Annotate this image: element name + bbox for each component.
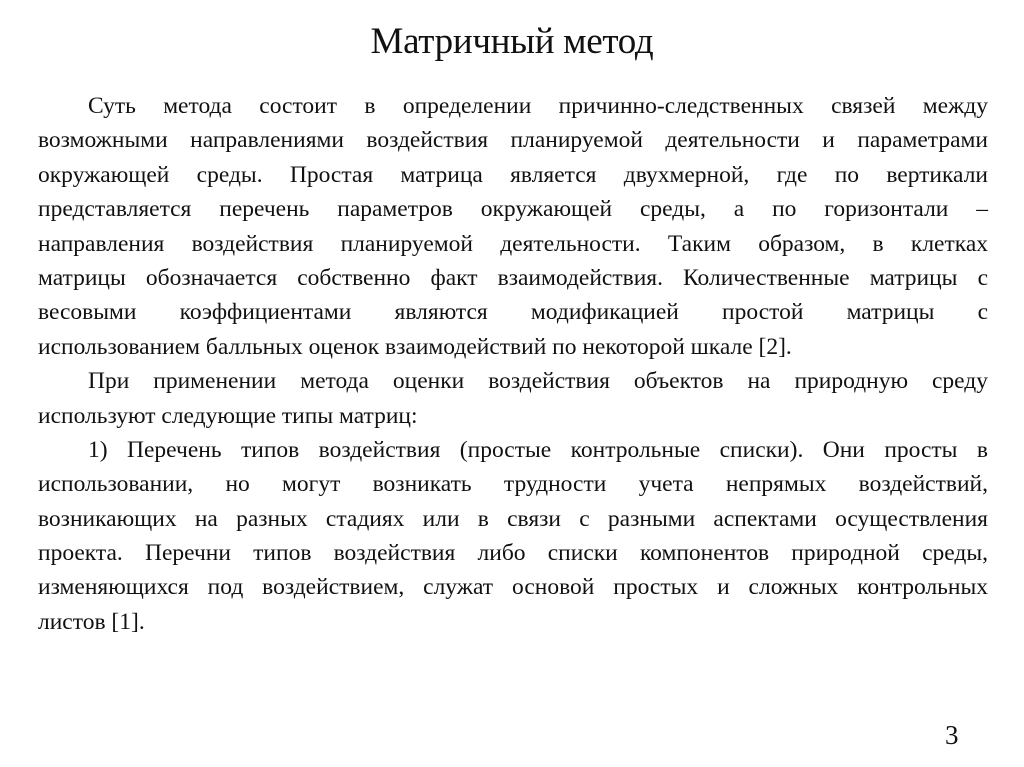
- text-line: проекта. Перечни типов воздействия либо списки компонентов природной среды,: [38, 540, 988, 567]
- text-line: направления воздействия планируемой деятельности. Таким образом, в клетках: [38, 230, 988, 257]
- paragraph-matrix-types-intro: [38, 364, 988, 433]
- text-line: возникающих на разных стадиях или в связи с разными аспектами осуществления: [38, 505, 988, 532]
- slide-title: Матричный метод: [370, 21, 654, 62]
- text-line: матрицы обозначается собственно факт взаимодействия. Количественные матрицы с: [38, 264, 988, 291]
- text-line: использовании, но могут возникать трудности учета непрямых воздействий,: [38, 471, 988, 498]
- page-number: 3: [945, 720, 959, 750]
- text-line: весовыми коэффициентами являются модификацией простой матрицы с: [38, 299, 988, 326]
- text-line: представляется перечень параметров окружающей среды, а по горизонтали –: [38, 196, 988, 223]
- text-line: изменяющихся под воздействием, служат основой простых и сложных контрольных: [38, 574, 988, 601]
- text-line: При применении метода оценки воздействия объектов на природную среду: [88, 368, 988, 395]
- text-line: листов [1].: [38, 608, 145, 635]
- text-line: возможными направлениями воздействия планируемой деятельности и параметрами: [38, 127, 988, 154]
- text-line: окружающей среды. Простая матрица является двухмерной, где по вертикали: [38, 161, 988, 188]
- text-line: используют следующие типы матриц:: [38, 402, 418, 429]
- paragraph-method-essence: [38, 89, 988, 364]
- text-line: использованием балльных оценок взаимодействий по некоторой шкале [2].: [38, 333, 792, 360]
- text-line: 1) Перечень типов воздействия (простые контрольные списки). Они просты в: [88, 436, 988, 463]
- slide-body: [38, 89, 988, 639]
- paragraph-type-1-checklists: [38, 433, 988, 639]
- text-line: Суть метода состоит в определении причинно-следственных связей между: [88, 93, 988, 119]
